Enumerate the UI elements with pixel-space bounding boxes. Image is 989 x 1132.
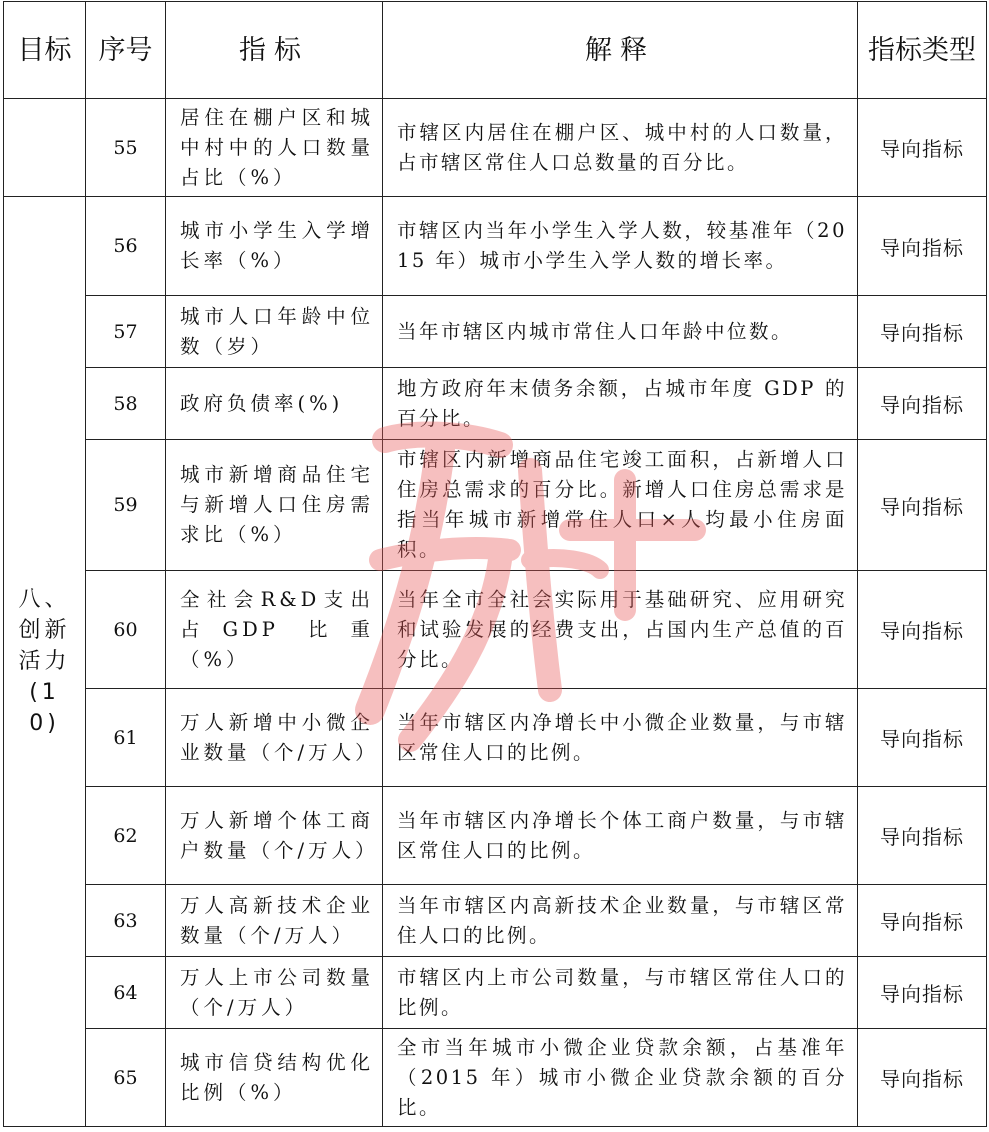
row-number: 61 — [86, 689, 166, 787]
indicator-type: 导向指标 — [858, 571, 987, 689]
row-number: 62 — [86, 787, 166, 885]
indicator-explanation: 市辖区内新增商品住宅竣工面积，占新增人口住房总需求的百分比。新增人口住房总需求是指当年城市新增常住人口×人均最小住房面积。 — [383, 440, 858, 571]
indicator-name: 万人新增中小微企业数量（个/万人） — [166, 689, 383, 787]
indicator-name: 城市人口年龄中位数（岁） — [166, 296, 383, 368]
table-row — [4, 197, 987, 296]
indicator-explanation: 当年市辖区内净增长个体工商户数量，与市辖区常住人口的比例。 — [383, 787, 858, 885]
header-number: 序号 — [86, 2, 166, 99]
indicator-name: 城市小学生入学增长率（%） — [166, 197, 383, 296]
indicator-type: 导向指标 — [858, 787, 987, 885]
indicator-explanation: 地方政府年末债务余额，占城市年度 GDP 的百分比。 — [383, 368, 858, 440]
indicator-name: 万人上市公司数量（个/万人） — [166, 957, 383, 1029]
header-explanation: 解释 — [383, 2, 858, 99]
goal-cell-empty — [4, 99, 86, 197]
indicator-name: 万人高新技术企业数量（个/万人） — [166, 885, 383, 957]
row-number: 60 — [86, 571, 166, 689]
table-header-row — [4, 2, 987, 99]
indicator-type: 导向指标 — [858, 296, 987, 368]
indicator-explanation: 市辖区内居住在棚户区、城中村的人口数量，占市辖区常住人口总数量的百分比。 — [383, 99, 858, 197]
table-row — [4, 957, 987, 1029]
indicator-name: 城市新增商品住宅与新增人口住房需求比（%） — [166, 440, 383, 571]
table-row — [4, 99, 987, 197]
indicator-type: 导向指标 — [858, 368, 987, 440]
indicator-type: 导向指标 — [858, 885, 987, 957]
table-row — [4, 440, 987, 571]
indicator-explanation: 市辖区内当年小学生入学人数，较基准年（2015 年）城市小学生入学人数的增长率。 — [383, 197, 858, 296]
indicator-explanation: 市辖区内上市公司数量，与市辖区常住人口的比例。 — [383, 957, 858, 1029]
indicator-name: 政府负债率(%) — [166, 368, 383, 440]
indicator-name: 全社会R&D支出占GDP 比重（%） — [166, 571, 383, 689]
indicator-explanation: 当年全市全社会实际用于基础研究、应用研究和试验发展的经费支出，占国内生产总值的百分比。 — [383, 571, 858, 689]
table-row — [4, 787, 987, 885]
indicator-explanation: 全市当年城市小微企业贷款余额，占基准年（2015 年）城市小微企业贷款余额的百分比。 — [383, 1029, 858, 1127]
header-indicator-type: 指标类型 — [858, 2, 987, 99]
table-row — [4, 368, 987, 440]
row-number: 56 — [86, 197, 166, 296]
table-row — [4, 571, 987, 689]
row-number: 64 — [86, 957, 166, 1029]
indicator-name: 万人新增个体工商户数量（个/万人） — [166, 787, 383, 885]
header-goal: 目标 — [4, 2, 86, 99]
indicator-explanation: 当年市辖区内城市常住人口年龄中位数。 — [383, 296, 858, 368]
goal-group-cell — [4, 197, 86, 1127]
table-row — [4, 296, 987, 368]
indicator-type: 导向指标 — [858, 99, 987, 197]
indicator-type: 导向指标 — [858, 440, 987, 571]
row-number: 65 — [86, 1029, 166, 1127]
table-row — [4, 885, 987, 957]
indicator-explanation: 当年市辖区内高新技术企业数量，与市辖区常住人口的比例。 — [383, 885, 858, 957]
row-number: 58 — [86, 368, 166, 440]
indicator-type: 导向指标 — [858, 197, 987, 296]
row-number: 57 — [86, 296, 166, 368]
table-row — [4, 1029, 987, 1127]
row-number: 59 — [86, 440, 166, 571]
table-row — [4, 689, 987, 787]
indicator-type: 导向指标 — [858, 689, 987, 787]
indicator-type: 导向指标 — [858, 1029, 987, 1127]
goal-group-label: 八、创新活力(10) — [18, 587, 71, 736]
header-indicator: 指标 — [166, 2, 383, 99]
indicator-name: 城市信贷结构优化比例（%） — [166, 1029, 383, 1127]
indicator-explanation: 当年市辖区内净增长中小微企业数量，与市辖区常住人口的比例。 — [383, 689, 858, 787]
indicator-table — [3, 1, 987, 1127]
row-number: 55 — [86, 99, 166, 197]
indicator-name: 居住在棚户区和城中村中的人口数量占比（%） — [166, 99, 383, 197]
indicator-type: 导向指标 — [858, 957, 987, 1029]
row-number: 63 — [86, 885, 166, 957]
